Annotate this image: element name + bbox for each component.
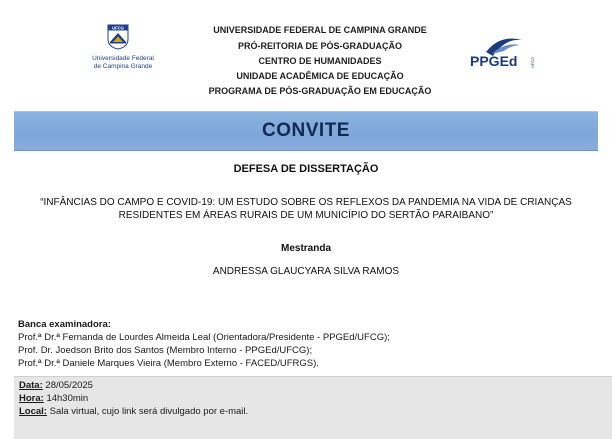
date-label: Data: [19,380,43,391]
committee-member-2: Prof. Dr. Joedson Brito dos Santos (Membro Interno - PPGEd/UFCG); [18,345,313,356]
ufcg-logo [86,24,160,76]
committee-label: Banca examinadora: [18,319,111,330]
committee-member-1: Prof.ª Dr.ª Fernanda de Lourdes Almeida Leal (Orientadora/Presidente - PPGEd/UFCG); [18,332,390,343]
committee-member-3: Prof.ª Dr.ª Daniele Marques Vieira (Membro Externo - FACED/UFRGS). [18,358,319,369]
time-label: Hora: [19,393,44,404]
ufcg-shield-text: UFCG [112,25,124,31]
place-row [19,406,248,417]
institution-line-5: PROGRAMA DE PÓS-GRADUAÇÃO EM EDUCAÇÃO [208,86,432,96]
title-banner [14,111,598,151]
candidate-name: ANDRESSA GLAUCYARA SILVA RAMOS [212,266,400,277]
ppged-wave-icon [466,30,540,76]
institution-line-3: CENTRO DE HUMANIDADES [258,56,382,66]
dissertation-title-line-2: RESIDENTES EM ÁREAS RURAIS DE UM MUNICÍPIO DO SERTÃO PARAIBANO” [118,210,494,221]
ufcg-shield-icon [107,24,129,50]
place-label: Local: [19,406,47,417]
ppged-logo-side-text: UFCG [530,56,535,68]
ufcg-name-line1: Universidade Federal [92,55,154,62]
ppged-logo-text: PPGEd [470,53,518,69]
event-info-box [14,376,612,439]
date-row [19,380,93,391]
institution-line-4: UNIDADE ACADÊMICA DE EDUCAÇÃO [236,71,404,81]
time-value: 14h30min [43,393,89,404]
ppged-logo [466,30,540,76]
time-row [19,393,88,404]
institution-line-1: UNIVERSIDADE FEDERAL DE CAMPINA GRANDE [213,25,427,35]
ufcg-name-line2: de Campina Grande [93,63,153,70]
candidate-label: Mestranda [280,243,331,254]
institution-line-2: PRÓ-REITORIA DE PÓS-GRADUAÇÃO [237,41,402,51]
dissertation-title-line-1: “INFÂNCIAS DO CAMPO E COVID-19: UM ESTUDO SOBRE OS REFLEXOS DA PANDEMIA NA VIDA DE CRIANÇAS [40,197,572,208]
banner-title: CONVITE [262,120,350,141]
date-value: 28/05/2025 [42,380,93,391]
defense-heading: DEFESA DE DISSERTAÇÃO [233,163,379,175]
place-value: Sala virtual, cujo link será divulgado por e-mail. [46,406,249,417]
